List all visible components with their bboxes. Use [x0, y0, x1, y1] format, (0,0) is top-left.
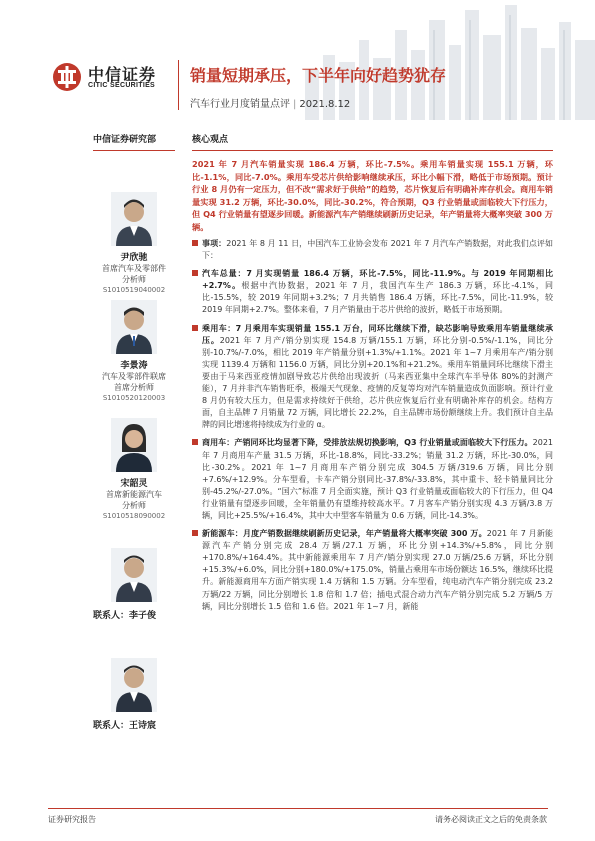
person-icon: [111, 192, 157, 246]
bullet-icon: [192, 240, 198, 246]
contact-label: 联系人：李子俊: [93, 611, 157, 621]
summary-paragraph: 2021 年 7 月汽车销量实现 186.4 万辆，环比-7.5%。乘用车销量实现 155.1 万辆，环比-1.1%，同比-7.0%。乘用车受芯片供给影响继续承压，环比小幅下滑，略低于市场预期。预计行业 8 月仍有一定压力，但不改“需求好于供给”的趋势，芯片恢复后有明确补库存机会。商用车销量实现 31.2 万辆，环比-30.0%，同比-30.2%，符合预期，Q3 行业销量或面临较大下行压力，但 Q4 行业销量有望逐步回暖。新能源汽车产销继续刷新历史记录，年产销量将大概率突破 300 万辆。: [192, 159, 553, 232]
analyst-title: 首席汽车及零部件: [102, 264, 166, 273]
analyst-title: 首席分析师: [114, 383, 154, 392]
para-text: 根据中汽协数据，2021 年 7 月，我国汽车生产 186.3 万辆，环比-4.1%，同比-15.5%，较 2019 年同期+3.2%；7 月共销售 186.4 万辆，环比-7.5%，同比-11.9%，较 2019 年同期+2.7%。整体来看，7 月产销量由于芯片供给的波折，略低于市场预期。: [202, 281, 554, 315]
para-lead: 乘用车：: [202, 323, 236, 333]
report-subtitle: [190, 95, 350, 110]
footer-report-type: 证券研究报告: [48, 815, 96, 824]
header-divider: [178, 60, 179, 110]
para-lead: 汽车总量：: [202, 269, 247, 279]
analyst-cert-id: S1010520120003: [102, 394, 166, 402]
bullet-icon: [192, 439, 198, 445]
core-views-heading: 核心观点: [192, 132, 553, 151]
para-highlight: 7 月实现销量 186.4 万辆，环比-7.5%，同比-11.9%。与 2019 年同期相比+2.7%。: [202, 269, 553, 291]
citic-logo-icon: [52, 62, 82, 92]
bullet-icon: [192, 270, 198, 276]
para-commercial: [192, 437, 553, 522]
para-lead: 事项：: [202, 239, 227, 248]
para-lead: 新能源车：: [202, 529, 243, 539]
report-header: [0, 0, 595, 120]
para-lead: 商用车：: [202, 438, 235, 448]
para-text: 2021 年 8 月 11 日，中国汽车工业协会发布 2021 年 7 月汽车产销数据，对此我们点评如下：: [202, 239, 554, 261]
contact-card: [93, 658, 175, 731]
analyst-name: 宋韶灵: [120, 479, 148, 489]
analyst-title: 分析师: [122, 501, 146, 510]
brand-name-cn: 中信证券: [88, 65, 157, 84]
contact-card: [93, 548, 175, 621]
analyst-name: 李景涛: [120, 361, 148, 371]
analyst-card: [93, 300, 175, 402]
analyst-title: 汽车及零部件联席: [102, 372, 166, 381]
para-text: 2021 年 7 月新能源汽车产销分别完成 28.4 万辆/27.1 万辆，环比分别+14.3%/+5.8%，同比分别+170.8%/+164.4%。其中新能源乘用车 7 月产/销分别实现 27.0 万辆/25.6 万辆，环比分别+15.3%/+6.0%，同比分别+180.0%/+175.0%，销量占乘用车市场份额达 16.5%，继续环比提升。新能源商用车方面产销实现 1.4 万辆和 1.5 万辆。分车型看，纯电动汽车产销分别完成 23.2 万辆/22 万辆，同比分别增长 1.8 倍和 1.7 倍；插电式混合动力汽车产销分别完成 5.2 万辆/5 万辆，同比分别增长 1.5 倍和 1.6 倍。2021 年 1~7 月，新能: [202, 529, 554, 611]
para-highlight: 月度产销数据继续刷新历史记录，年产销量将大概率突破 300 万。: [242, 529, 487, 539]
report-type: 汽车行业月度销量点评: [190, 99, 290, 110]
analyst-title: 首席新能源汽车: [106, 490, 162, 499]
analyst-avatar: [111, 192, 157, 246]
contact-avatar: [111, 658, 157, 712]
para-highlight: 产销同环比均显著下降，受排放法规切换影响，Q3 行业销量或面临较大下行压力。: [234, 438, 533, 448]
person-icon: [111, 300, 157, 354]
para-highlight: 7 月乘用车实现销量 155.1 万台，同环比继续下滑，缺芯影响导致乘用车销量继续承压。: [202, 323, 553, 345]
para-total: [192, 268, 553, 316]
analyst-name: 尹欣驰: [120, 253, 148, 263]
report-date: 2021.8.12: [299, 99, 351, 110]
footer-divider: [48, 808, 548, 809]
brand-name-en: CITIC SECURITIES: [88, 82, 156, 89]
para-text: 2021 年 7 月商用车产量 31.5 万辆，环比-18.8%，同比-33.2%；销量 31.2 万辆，环比-30.0%，同比-30.2%。2021 年 1~7 月商用车产销分别完成 304.5 万辆/319.6 万辆，同比分别+7.6%/+12.9%。分车型看，卡车产销分别同比-37.8%/-33.8%，其中重卡、轻卡销量同比分别-45.2%/-27.0%。“国六”标准 7 月全面实施，预计 Q3 行业销量或面临较大的下行压力，但 Q4 行业销量有望逐步回暖，全年销量仍有望维持较高水平。7 月客车产销分别实现 4.3 万辆/3.8 万辆，同比+25.5%/+16.4%，其中大中型客车销量为 0.6 万辆，同比-14.3%。: [202, 438, 554, 520]
analyst-title: 分析师: [122, 275, 146, 284]
para-passenger: [192, 323, 553, 432]
analyst-avatar: [111, 300, 157, 354]
subtitle-separator: |: [293, 99, 297, 110]
para-event: [192, 238, 553, 262]
para-nev: [192, 528, 553, 613]
research-dept-column: [93, 132, 175, 151]
person-icon: [111, 658, 157, 712]
person-icon: [111, 418, 157, 472]
main-content: [192, 132, 553, 613]
person-icon: [111, 548, 157, 602]
analyst-card: [93, 192, 175, 294]
analyst-cert-id: S1010518090002: [102, 512, 166, 520]
report-title: 销量短期承压，下半年向好趋势犹存: [190, 66, 447, 85]
analyst-avatar: [111, 418, 157, 472]
bullet-icon: [192, 530, 198, 536]
analyst-cert-id: S1010519040002: [102, 286, 166, 294]
para-text: 2021 年 7 月产/销分别实现 154.8 万辆/155.1 万辆，环比分别-0.5%/-1.1%，同比分别-10.7%/-7.0%，相比 2019 年产销量分别+1.3%/+1.1%。2021 年 1~7 月乘用车产/销分别实现 1139.4 万辆和 1156.0 万辆，同比分别+20.1%和+21.2%。乘用车销量同环比继续下滑主要由于马来西亚疫情加剧导致芯片供给出现波折（马来西亚集中全球汽车半导体 80%的封测产能），7 月并非汽车销售旺季，极端天气现象、疫情的反复等均对汽车销量造成负面影响。预计行业 8 月仍有较大压力，但是需求持续好于供给，芯片供应恢复后行业有明确补库存的机会。结构方面，自主品牌 7 月销量 72 万辆，同比增长 22.2%，自主品牌市场份额继续上升。我们预计自主品牌的同比增速将持续成为行业的 α。: [202, 335, 553, 430]
research-dept-heading: 中信证券研究部: [93, 132, 175, 151]
contact-avatar: [111, 548, 157, 602]
footer-disclaimer: 请务必阅读正文之后的免责条款: [435, 815, 547, 824]
contact-label: 联系人：王诗宸: [93, 721, 157, 731]
bullet-icon: [192, 325, 198, 331]
analyst-card: [93, 418, 175, 520]
